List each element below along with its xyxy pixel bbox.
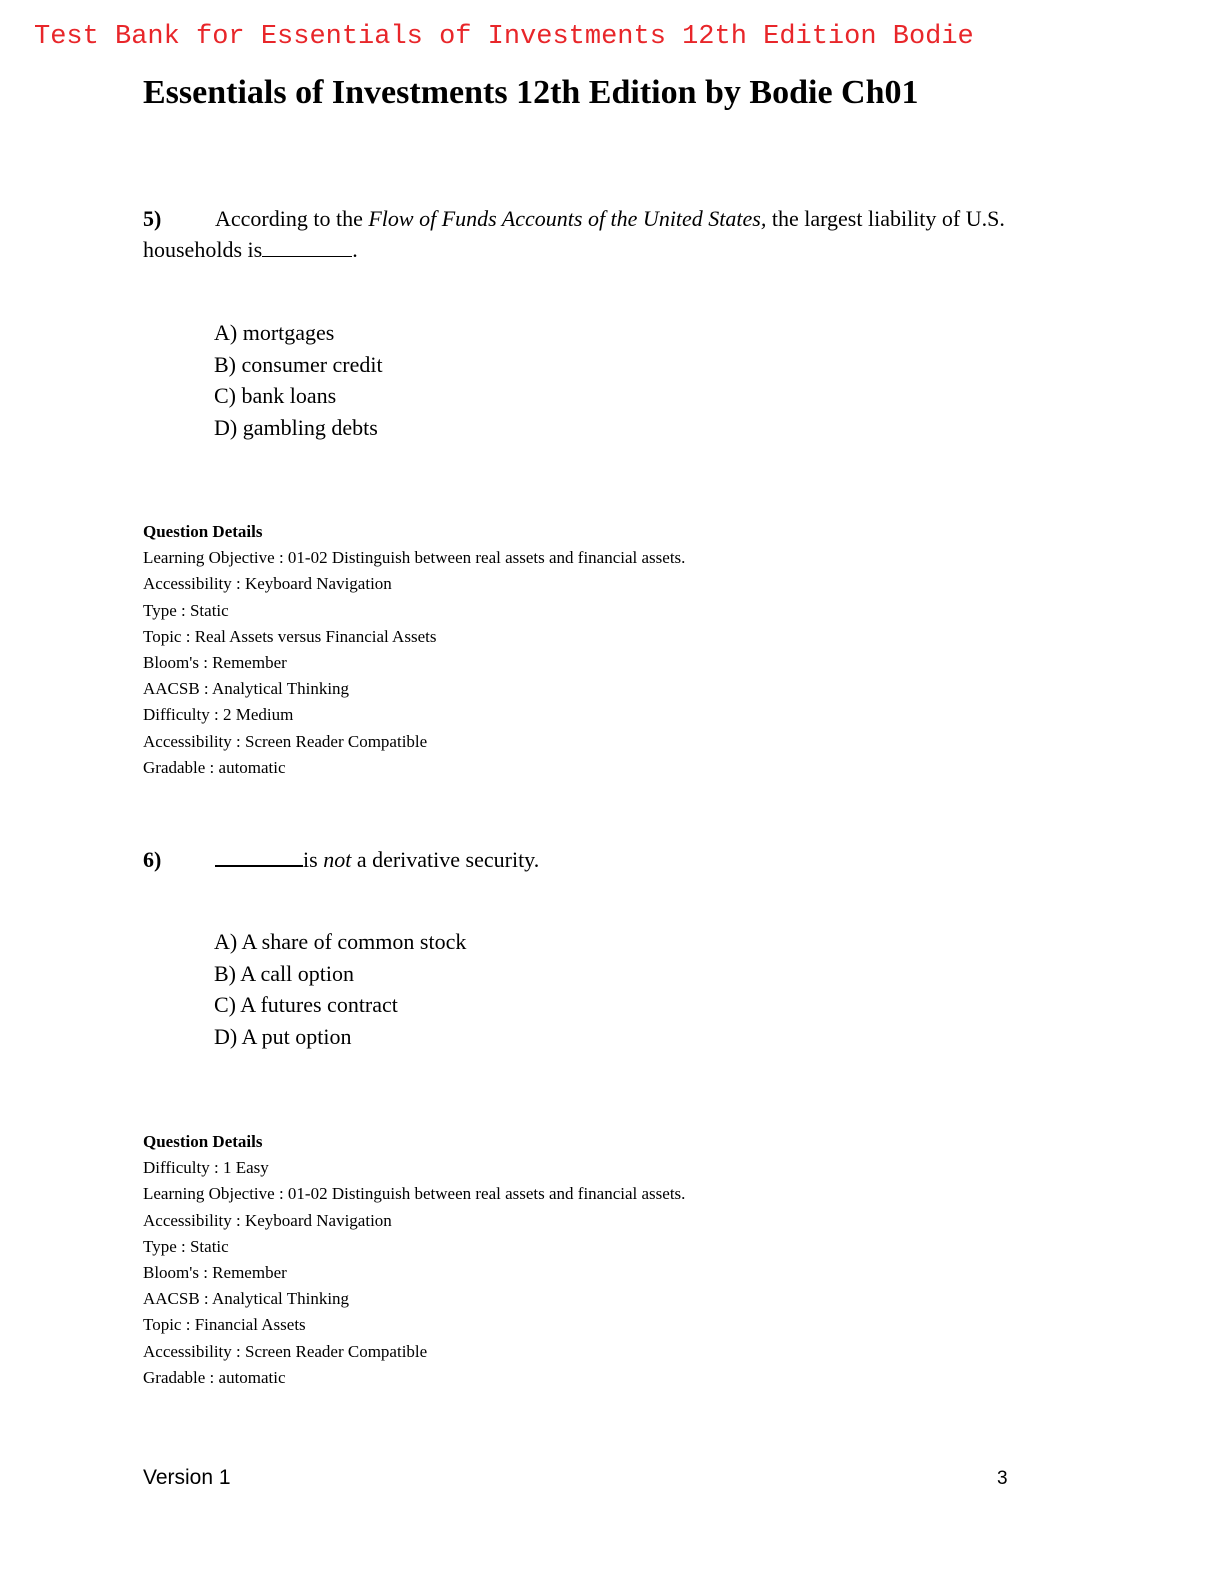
- answer-option: D) A put option: [214, 1023, 352, 1049]
- question-6-details: [143, 1129, 685, 1391]
- detail-line: Gradable : automatic: [143, 1367, 286, 1387]
- question-text-italic: Flow of Funds Accounts of the United States,: [368, 206, 767, 231]
- detail-line: Accessibility : Screen Reader Compatible: [143, 731, 428, 751]
- question-text-part: According to the: [215, 206, 369, 231]
- answer-option: A) mortgages: [214, 320, 335, 345]
- answer-option: C) bank loans: [214, 383, 337, 408]
- question-6-stem: [143, 844, 1083, 875]
- question-text-part: is: [303, 847, 324, 872]
- detail-line: Accessibility : Keyboard Navigation: [143, 1210, 392, 1230]
- detail-line: Accessibility : Keyboard Navigation: [143, 574, 392, 594]
- question-5-details: [143, 519, 685, 781]
- answer-option: A) A share of common stock: [214, 929, 467, 954]
- question-text-part: a derivative security.: [351, 847, 540, 872]
- answer-blank: [262, 238, 352, 257]
- detail-line: Topic : Real Assets versus Financial Assets: [143, 626, 437, 646]
- page-number: 3: [997, 1468, 1008, 1489]
- details-list: [143, 545, 685, 781]
- detail-line: Topic : Financial Assets: [143, 1315, 306, 1335]
- answer-option: B) A call option: [214, 960, 354, 986]
- detail-line: AACSB : Analytical Thinking: [143, 1289, 350, 1309]
- question-text-italic: not: [323, 847, 352, 872]
- detail-line: Accessibility : Screen Reader Compatible: [143, 1341, 428, 1361]
- answer-option: D) gambling debts: [214, 414, 378, 440]
- question-text-part: the largest liability of U.S. households is: [143, 206, 1005, 262]
- detail-line: Type : Static: [143, 1236, 229, 1256]
- question-text-part: .: [352, 237, 358, 262]
- answer-blank: [215, 847, 303, 867]
- watermark-banner: Test Bank for Essentials of Investments 12th Edition Bodie: [34, 22, 974, 52]
- detail-line: Gradable : automatic: [143, 757, 286, 777]
- answer-option: C) A futures contract: [214, 992, 398, 1017]
- question-5-options: [214, 317, 383, 443]
- question-6-options: [214, 926, 466, 1052]
- details-heading: Question Details: [143, 522, 263, 541]
- detail-line: Learning Objective : 01-02 Distinguish between real assets and financial assets.: [143, 1184, 686, 1204]
- detail-line: Bloom's : Remember: [143, 1263, 287, 1283]
- detail-line: AACSB : Analytical Thinking: [143, 679, 350, 699]
- detail-line: Difficulty : 2 Medium: [143, 705, 294, 725]
- detail-line: Type : Static: [143, 600, 229, 620]
- question-number: 5): [143, 206, 162, 231]
- detail-line: Difficulty : 1 Easy: [143, 1158, 269, 1178]
- details-heading: Question Details: [143, 1132, 263, 1151]
- details-list: [143, 1155, 685, 1391]
- footer-version: Version 1: [143, 1466, 231, 1489]
- detail-line: Bloom's : Remember: [143, 653, 287, 673]
- document-title: Essentials of Investments 12th Edition by Bodie Ch01: [143, 74, 919, 111]
- detail-line: Learning Objective : 01-02 Distinguish between real assets and financial assets.: [143, 548, 686, 568]
- question-5-stem: [143, 203, 1083, 265]
- answer-option: B) consumer credit: [214, 351, 383, 377]
- question-number: 6): [143, 847, 162, 872]
